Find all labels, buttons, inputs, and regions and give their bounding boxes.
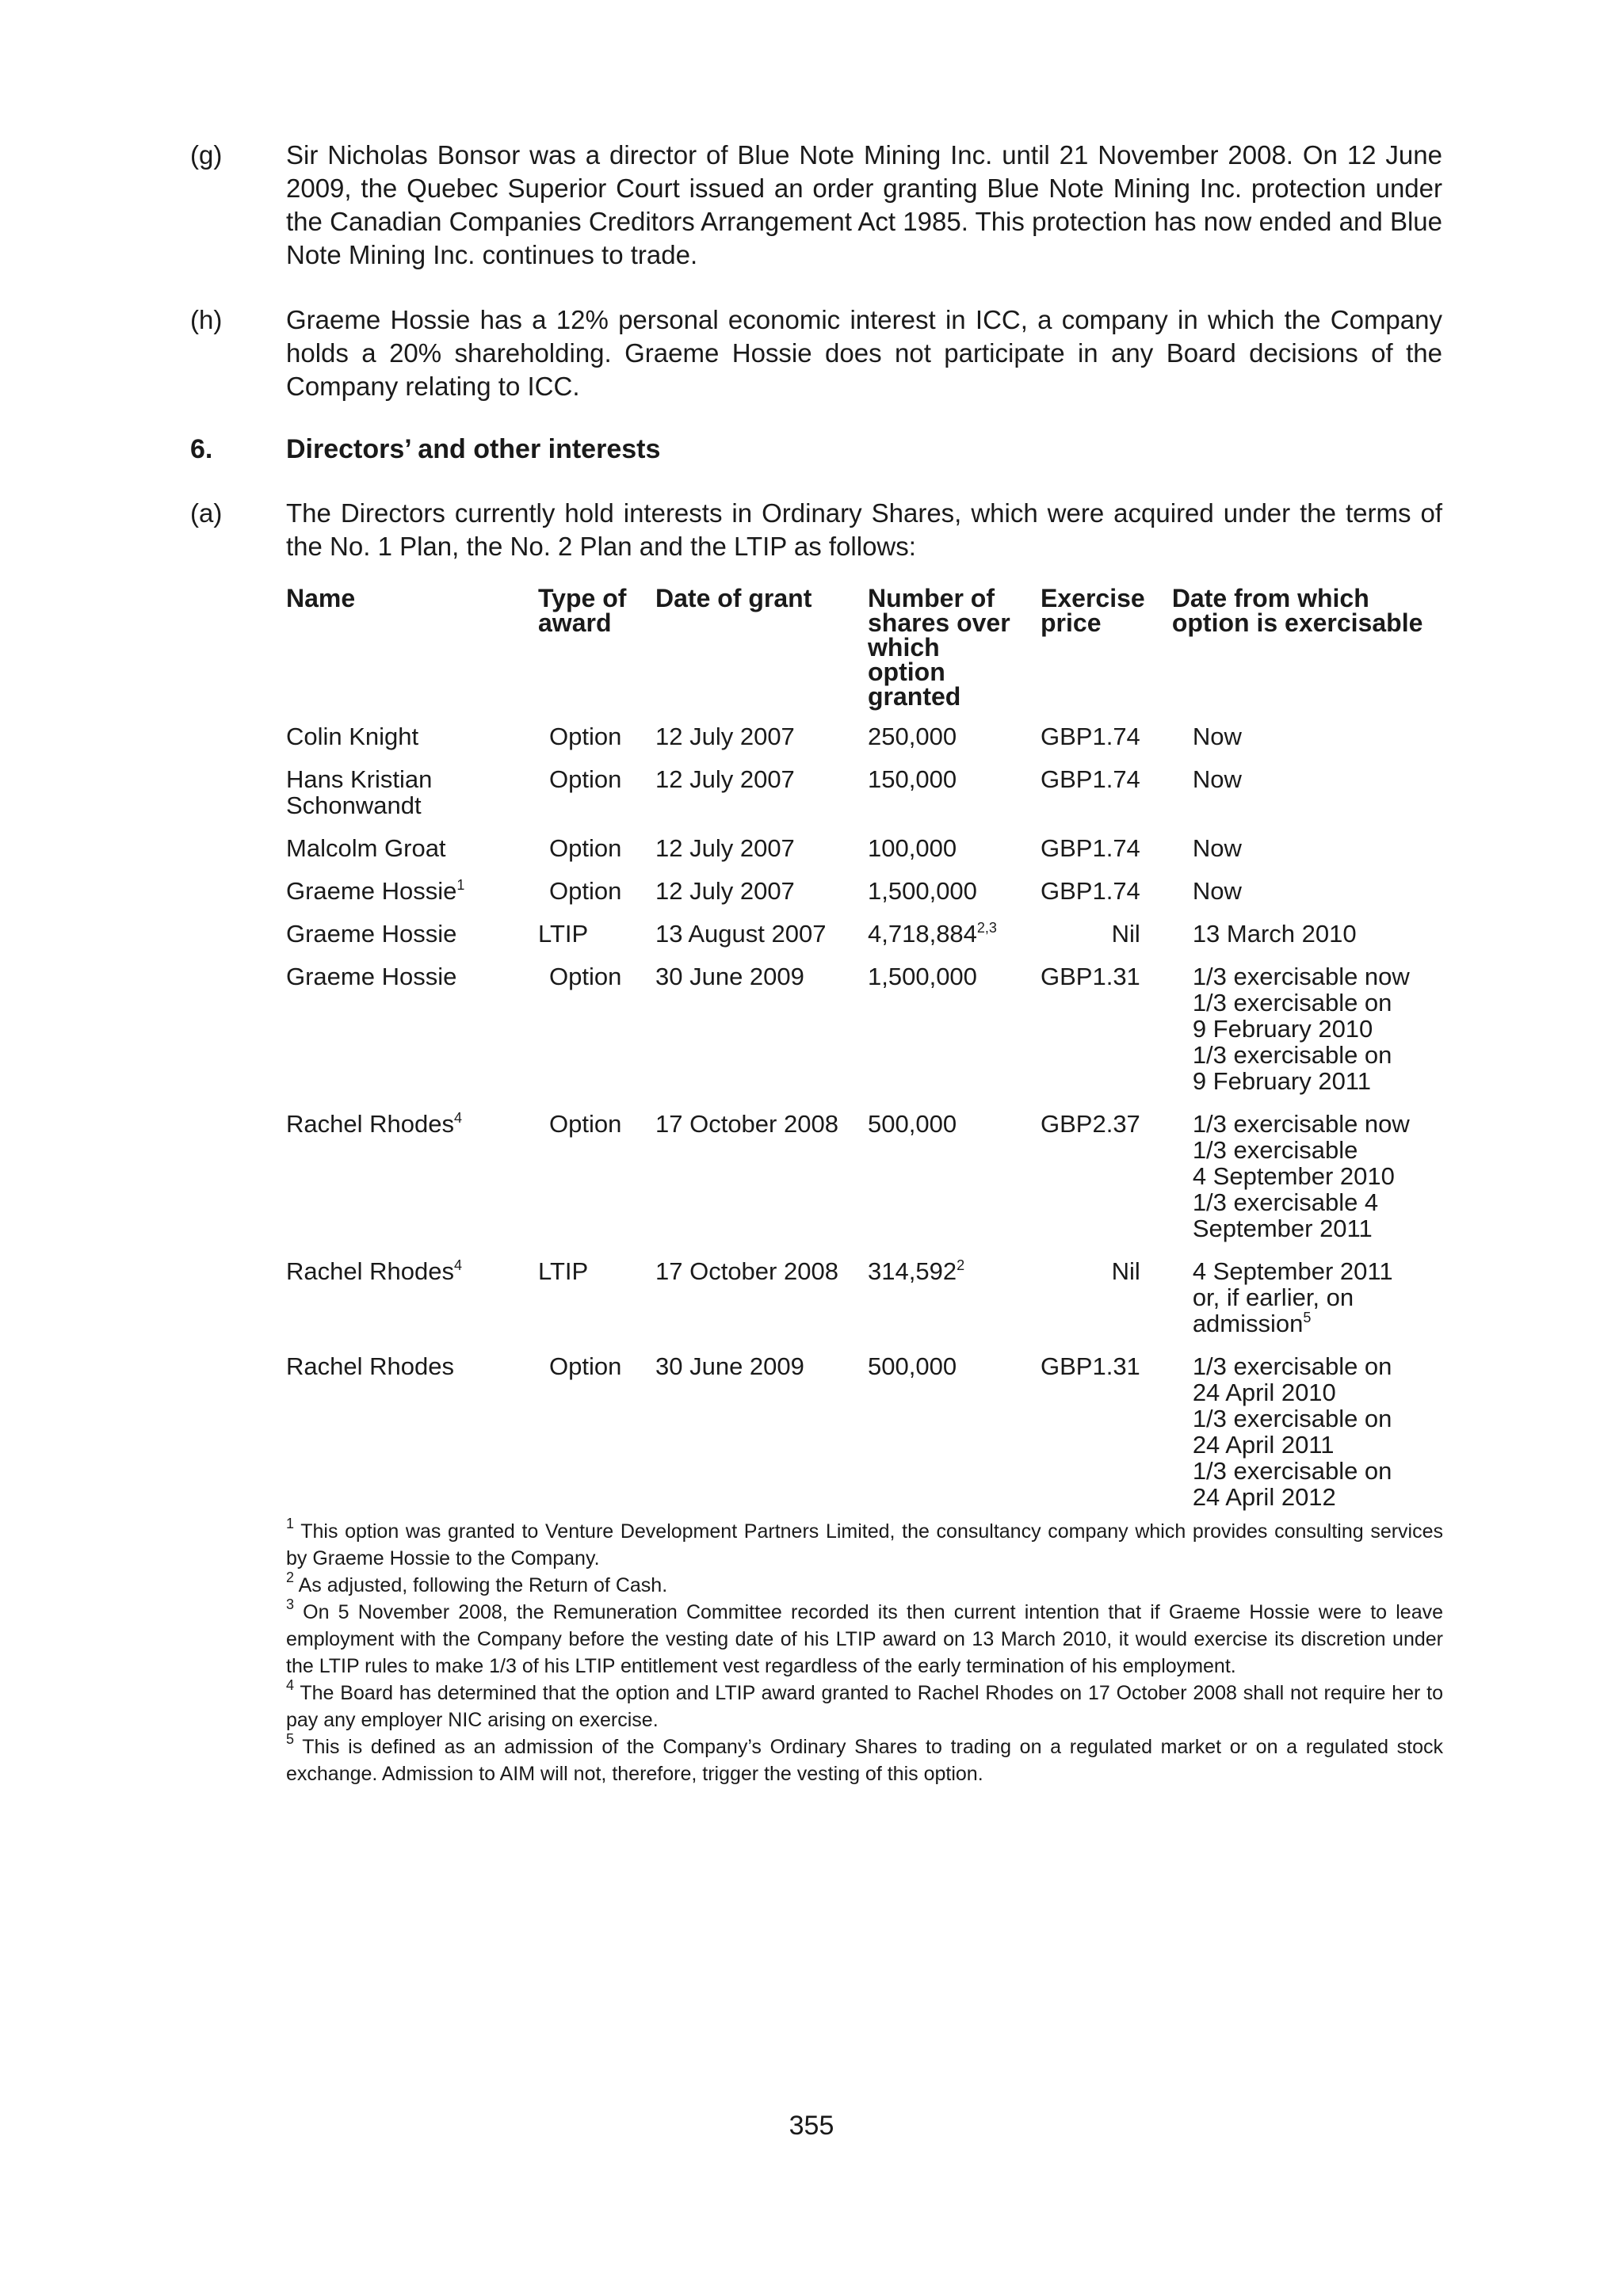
header-type	[538, 586, 655, 723]
header-line: shares over	[868, 608, 1010, 637]
paragraph-text: Graeme Hossie has a 12% personal economic interest in ICC, a company in which the Company holds a 20% shareholding. Graeme Hossie does not participate in any Board decisions of the Company relating to ICC.	[286, 305, 1442, 401]
cell-name	[286, 835, 538, 878]
cell-name	[286, 921, 538, 963]
cell-award-type	[538, 1353, 655, 1527]
share-number-text: 500,000	[868, 1352, 957, 1380]
exercise-price-text: GBP1.74	[1041, 723, 1140, 750]
exercisable-line: 1/3 exercisable 4	[1192, 1188, 1379, 1216]
footnote	[286, 1518, 1443, 1572]
exercisable-line: 1/3 exercisable on	[1192, 1405, 1392, 1432]
table-row	[286, 835, 1443, 878]
exercisable-line: or, if earlier, on	[1192, 1283, 1354, 1311]
award-type-text: LTIP	[538, 1257, 589, 1285]
exercise-price-text: Nil	[1111, 1257, 1140, 1285]
cell-exercisable-from	[1172, 723, 1443, 766]
footnote-marker: 4	[453, 1110, 462, 1126]
cell-exercisable-from	[1172, 1111, 1443, 1258]
cell-exercisable-from	[1172, 1353, 1443, 1527]
table-header-row	[286, 586, 1443, 723]
exercisable-line: 1/3 exercisable now	[1192, 963, 1410, 990]
header-number	[868, 586, 1041, 723]
name-line-wrap	[286, 1258, 538, 1284]
cell-grant-date	[655, 1111, 868, 1258]
paragraph-text: Sir Nicholas Bonsor was a director of Blue Note Mining Inc. until 21 November 2008. On 12 June 2009, the Quebec Superior Court issued an order granting Blue Note Mining Inc. protection under the Canadian Companies Creditors Arrangement Act 1985. This protection has now ended and Blue Note Mining Inc. continues to trade.	[286, 140, 1442, 269]
cell-award-type	[538, 878, 655, 921]
cell-share-number	[868, 1258, 1041, 1353]
paragraph-label: (h)	[190, 305, 223, 334]
cell-exercise-price	[1041, 766, 1172, 835]
name-text: Graeme Hossie	[286, 877, 457, 905]
paragraph-h	[190, 303, 1442, 405]
header-exercisable-from	[1172, 586, 1443, 723]
award-type-text: Option	[549, 834, 622, 862]
exercisable-line: 13 March 2010	[1192, 920, 1357, 948]
grant-date-text: 12 July 2007	[655, 723, 795, 750]
exercise-price-text: GBP1.74	[1041, 877, 1140, 905]
footnote-marker: 4	[286, 1677, 295, 1693]
paragraph-g	[190, 139, 1442, 273]
header-line: Exercise	[1041, 584, 1145, 612]
name-line-wrap	[286, 878, 538, 904]
cell-grant-date	[655, 766, 868, 835]
footnote-marker: 3	[286, 1596, 295, 1612]
grant-date-text: 12 July 2007	[655, 834, 795, 862]
table-row	[286, 963, 1443, 1111]
cell-exercise-price	[1041, 878, 1172, 921]
footnote-marker: 2	[286, 1569, 295, 1585]
cell-share-number	[868, 1111, 1041, 1258]
section-number: 6.	[190, 434, 213, 464]
paragraph-label: (a)	[190, 498, 223, 528]
share-number-text: 500,000	[868, 1110, 957, 1138]
footnote-text: The Board has determined that the option and LTIP award granted to Rachel Rhodes on 17 October 2008 shall not require her to pay any employer NIC arising on exercise.	[286, 1682, 1443, 1731]
cell-exercisable-from	[1172, 1258, 1443, 1353]
exercisable-line: 1/3 exercisable on	[1192, 989, 1392, 1016]
exercisable-line: 24 April 2010	[1192, 1379, 1336, 1406]
exercisable-line: Now	[1192, 877, 1242, 905]
award-type-text: Option	[549, 765, 622, 793]
header-line: award	[538, 608, 612, 637]
cell-share-number	[868, 835, 1041, 878]
cell-name	[286, 1258, 538, 1353]
share-number-text: 100,000	[868, 834, 957, 862]
share-number-text: 150,000	[868, 765, 957, 793]
footnote-marker: 4	[453, 1257, 462, 1273]
paragraph-label: (g)	[190, 140, 223, 170]
exercise-price-text: Nil	[1111, 920, 1140, 948]
share-interests-table	[286, 586, 1443, 1527]
name-text: Rachel Rhodes	[286, 1110, 454, 1138]
header-line: which	[868, 633, 940, 662]
footnote-marker: 2	[957, 1257, 965, 1273]
cell-award-type	[538, 921, 655, 963]
cell-grant-date	[655, 835, 868, 878]
award-type-text: Option	[549, 1352, 622, 1380]
cell-grant-date	[655, 1353, 868, 1527]
exercisable-line: 1/3 exercisable on	[1192, 1041, 1392, 1069]
header-line: Number of	[868, 584, 995, 612]
section-title: Directors’ and other interests	[286, 434, 661, 464]
table-row	[286, 723, 1443, 766]
exercisable-line: 4 September 2010	[1192, 1162, 1395, 1190]
cell-award-type	[538, 723, 655, 766]
footnote-text: This is defined as an admission of the Company’s Ordinary Shares to trading on a regulated market or on a regulated stock exchange. Admission to AIM will not, therefore, trigger the vesting of this option.	[286, 1736, 1444, 1785]
exercisable-line: 1/3 exercisable on	[1192, 1457, 1392, 1485]
header-date: Date of grant	[655, 584, 812, 612]
grant-date-text: 12 July 2007	[655, 765, 795, 793]
footnote	[286, 1733, 1443, 1787]
name-text: Rachel Rhodes	[286, 1257, 454, 1285]
exercisable-line: 24 April 2011	[1192, 1431, 1335, 1459]
cell-name	[286, 963, 538, 1111]
cell-award-type	[538, 1111, 655, 1258]
footnote-marker: 1	[456, 877, 465, 893]
exercisable-line: 9 February 2011	[1192, 1067, 1371, 1095]
exercisable-line-wrap	[1193, 1310, 1443, 1337]
name-line: Hans Kristian	[286, 765, 433, 793]
grant-date-text: 17 October 2008	[655, 1110, 838, 1138]
cell-exercise-price	[1041, 723, 1172, 766]
footnote-marker: 1	[286, 1516, 295, 1531]
grant-date-text: 13 August 2007	[655, 920, 827, 948]
footnote-marker: 2,3	[976, 920, 997, 936]
paragraph-text: The Directors currently hold interests in Ordinary Shares, which were acquired under the terms of the No. 1 Plan, the No. 2 Plan and the LTIP as follows:	[286, 498, 1442, 561]
cell-grant-date	[655, 1258, 868, 1353]
exercisable-line: September 2011	[1192, 1215, 1373, 1242]
cell-award-type	[538, 835, 655, 878]
exercise-price-text: GBP1.74	[1041, 834, 1140, 862]
award-type-text: Option	[549, 963, 622, 990]
share-number-text: 250,000	[868, 723, 957, 750]
cell-share-number	[868, 921, 1041, 963]
header-line: price	[1041, 608, 1102, 637]
footnote-text: This option was granted to Venture Development Partners Limited, the consultancy company which provides consulting services by Graeme Hossie to the Company.	[286, 1520, 1444, 1569]
cell-exercise-price	[1041, 835, 1172, 878]
cell-share-number	[868, 723, 1041, 766]
name-line: Malcolm Groat	[286, 834, 446, 862]
footnotes	[286, 1518, 1443, 1787]
table-row	[286, 1258, 1443, 1353]
footnote-text: As adjusted, following the Return of Cash.	[298, 1574, 668, 1596]
exercise-price-text: GBP1.31	[1041, 1352, 1140, 1380]
table-row	[286, 1111, 1443, 1258]
exercisable-line: 4 September 2011	[1192, 1257, 1393, 1285]
footnote-marker: 5	[286, 1731, 295, 1747]
cell-exercisable-from	[1172, 835, 1443, 878]
cell-name	[286, 1111, 538, 1258]
name-line: Colin Knight	[286, 723, 419, 750]
footnote	[286, 1569, 1443, 1599]
share-number-text: 1,500,000	[868, 963, 977, 990]
award-type-text: LTIP	[538, 920, 589, 948]
header-line: option	[868, 658, 945, 686]
cell-share-number	[868, 1353, 1041, 1527]
grant-date-text: 12 July 2007	[655, 877, 795, 905]
exercise-price-text: GBP1.31	[1041, 963, 1140, 990]
cell-exercisable-from	[1172, 921, 1443, 963]
exercisable-text: admission	[1192, 1310, 1304, 1337]
footnote-text: On 5 November 2008, the Remuneration Committee recorded its then current intention that if Graeme Hossie were to leave employment with the Company before the vesting date of his LTIP award on 13 March 2010, it would exercise its discretion under the LTIP rules to make 1/3 of his LTIP entitlement vest regardless of the early termination of his employment.	[286, 1601, 1443, 1677]
cell-exercisable-from	[1172, 766, 1443, 835]
footnote	[286, 1677, 1443, 1733]
exercisable-line: Now	[1192, 723, 1242, 750]
cell-share-number	[868, 878, 1041, 921]
cell-share-number	[868, 963, 1041, 1111]
table-body	[286, 723, 1443, 1527]
exercisable-line: 1/3 exercisable now	[1192, 1110, 1410, 1138]
cell-exercise-price	[1041, 963, 1172, 1111]
cell-name	[286, 1353, 538, 1527]
page-number: 355	[789, 2111, 834, 2141]
award-type-text: Option	[549, 877, 622, 905]
table-row	[286, 878, 1443, 921]
cell-award-type	[538, 1258, 655, 1353]
cell-name	[286, 878, 538, 921]
cell-exercisable-from	[1172, 878, 1443, 921]
header-line: option is exercisable	[1171, 608, 1423, 637]
grant-date-text: 17 October 2008	[655, 1257, 838, 1285]
exercisable-line: 1/3 exercisable	[1192, 1136, 1358, 1164]
share-number-text: 314,592	[868, 1257, 957, 1285]
name-line-wrap	[286, 1111, 538, 1137]
award-type-text: Option	[549, 1110, 622, 1138]
name-line: Graeme Hossie	[286, 963, 457, 990]
cell-exercise-price	[1041, 1353, 1172, 1527]
name-line: Rachel Rhodes	[286, 1352, 454, 1380]
footnote	[286, 1596, 1443, 1680]
exercisable-line: 9 February 2010	[1192, 1015, 1373, 1043]
cell-exercisable-from	[1172, 963, 1443, 1111]
cell-exercise-price	[1041, 1258, 1172, 1353]
exercisable-line: Now	[1192, 834, 1242, 862]
cell-award-type	[538, 766, 655, 835]
header-price	[1041, 586, 1172, 723]
table-row	[286, 1353, 1443, 1527]
cell-name	[286, 723, 538, 766]
share-number-text: 1,500,000	[868, 877, 977, 905]
grant-date-text: 30 June 2009	[655, 1352, 804, 1380]
header-name: Name	[286, 584, 356, 612]
paragraph-a	[190, 497, 1442, 568]
award-type-text: Option	[549, 723, 622, 750]
name-line: Schonwandt	[286, 791, 422, 819]
cell-grant-date	[655, 878, 868, 921]
exercise-price-text: GBP2.37	[1041, 1110, 1140, 1138]
footnote-marker: 5	[1303, 1310, 1312, 1325]
exercisable-line: 24 April 2012	[1192, 1483, 1336, 1511]
header-line: Type of	[538, 584, 627, 612]
header-line: granted	[868, 682, 961, 711]
cell-exercise-price	[1041, 1111, 1172, 1258]
share-number-text: 4,718,884	[868, 920, 977, 948]
cell-name	[286, 766, 538, 835]
table-row	[286, 921, 1443, 963]
cell-grant-date	[655, 921, 868, 963]
cell-award-type	[538, 963, 655, 1111]
header-line: Date from which	[1171, 584, 1369, 612]
cell-grant-date	[655, 723, 868, 766]
cell-exercise-price	[1041, 921, 1172, 963]
exercise-price-text: GBP1.74	[1041, 765, 1140, 793]
exercisable-line: Now	[1192, 765, 1242, 793]
name-line: Graeme Hossie	[286, 920, 457, 948]
cell-share-number	[868, 766, 1041, 835]
exercisable-line: 1/3 exercisable on	[1192, 1352, 1392, 1380]
table-row	[286, 766, 1443, 835]
grant-date-text: 30 June 2009	[655, 963, 804, 990]
cell-grant-date	[655, 963, 868, 1111]
